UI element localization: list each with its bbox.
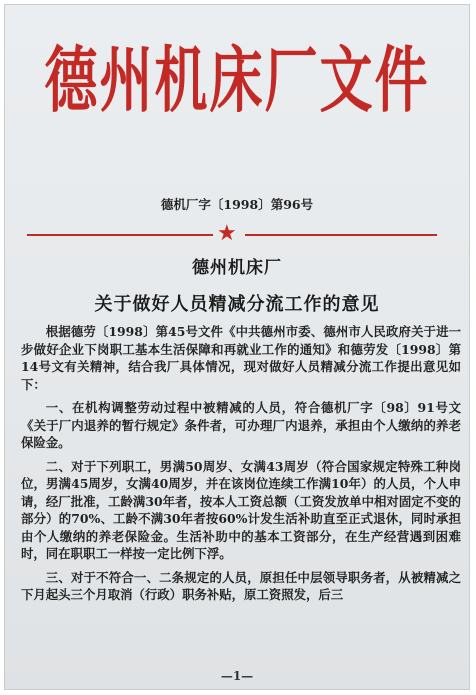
- body-paragraph: 一、在机构调整劳动过程中被精减的人员，符合德机厂字〔98〕91号文《关于厂内退养的暂行规定》条件者，可办理厂内退养，承担由个人缴纳的养老保险金。: [21, 400, 461, 450]
- body-paragraph: 三、对于不符合一、二条规定的人员，原担任中层领导职务者，从被精减之下月起头三个月取消（行政）职务补贴，原工资照发，后三: [21, 569, 461, 602]
- red-rule-right: [245, 234, 437, 236]
- body-paragraph: 根据德劳〔1998〕第45号文件《中共德州市委、德州市人民政府关于进一步做好企业下岗职工基本生活保障和再就业工作的通知》和德劳发〔1998〕第14号文有关精神，结合我厂具体情况，现对做好人员精减分流工作提出意见如下：: [21, 324, 461, 392]
- document-title: 关于做好人员精减分流工作的意见: [94, 294, 380, 315]
- body-paragraph: 二、对于下列职工，男满50周岁、女满43周岁（符合国家规定特殊工种岗位，男满45周岁，女满40周岁，并在该岗位连续工作满10年）的人员，个人申请，经厂批准，工龄满30年者，按本人工资总额（工资发放单中相对固定不变的部分）的70%、工龄不满30年者按60%计发生活补助直至正式退休，同时承担由个人缴纳的养老保险金。生活补助中的基本工资部分，在生产经营遇到困难时，同在职职工一样按一定比例下浮。: [21, 458, 461, 561]
- red-star-icon: ★: [217, 221, 237, 246]
- document-body: [21, 323, 461, 610]
- document-masthead: 德州机床厂文件: [44, 40, 430, 123]
- document-number: 德机厂字〔1998〕第96号: [160, 197, 314, 212]
- red-rule-left: [27, 234, 213, 236]
- issuing-organization: 德州机床厂: [192, 258, 282, 278]
- document-page: [4, 4, 470, 690]
- page-number: —1—: [220, 669, 254, 683]
